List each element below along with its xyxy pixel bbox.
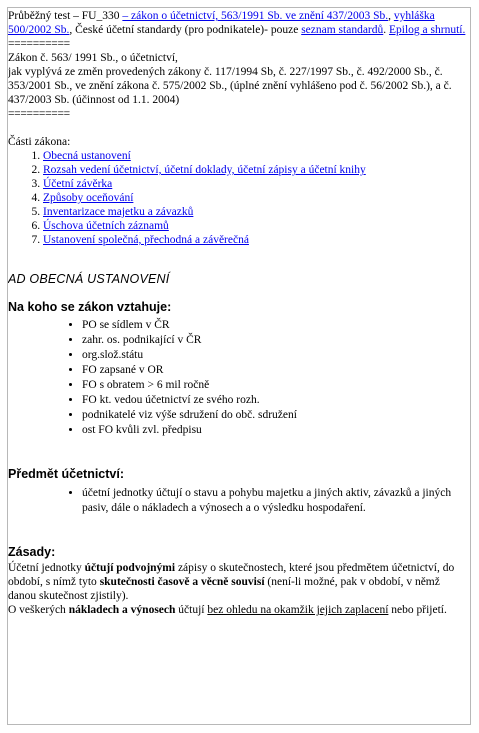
section-title: AD OBECNÁ USTANOVENÍ	[8, 272, 170, 286]
subject-heading: Předmět účetnictví:	[8, 467, 125, 481]
list-item: • zahr. os. podnikající v ČR	[82, 333, 470, 348]
list-item: • účetní jednotky účtují o stavu a pohybu majetku a jiných aktiv, závazků a jiných pasiv, dále o nákladech a výnosech a o výsledku hospodaření.	[82, 486, 470, 516]
part-link[interactable]: Účetní závěrka	[43, 178, 113, 190]
bold-phrase: skutečnosti časově a věcně souvisí	[99, 576, 265, 588]
document-body	[8, 9, 470, 617]
part-link[interactable]: Inventarizace majetku a závazků	[43, 206, 194, 218]
who-heading: Na koho se zákon vztahuje:	[8, 300, 172, 314]
document-page	[7, 7, 471, 725]
who-list	[8, 318, 470, 438]
epilogue-link[interactable]: Epilog a shrnutí.	[389, 24, 466, 36]
parts-list	[8, 149, 470, 247]
list-item: • org.slož.státu	[82, 348, 470, 363]
list-item	[43, 233, 470, 247]
list-item	[43, 191, 470, 205]
part-link[interactable]: Ustanovení společná, přechodná a závěrečná	[43, 234, 249, 246]
bold-phrase: účtují podvojnými	[84, 562, 176, 574]
list-item: • FO zapsané v OR	[82, 363, 470, 378]
list-item: • podnikatelé viz výše sdružení do obč. sdružení	[82, 408, 470, 423]
law-amendments: jak vyplývá ze změn provedených zákony č. 117/1994 Sb, č. 227/1997 Sb., č. 492/2000 Sb., č. 353/2001 Sb., ve znění zákona č. 575/2002 Sb., (úplné znění vyhlášeno pod č. 56/2002 Sb.), a č. 437/2003 Sb. (účinnost od 1.1. 2004)	[8, 66, 452, 106]
list-item	[43, 177, 470, 191]
principles-paragraph-1: Účetní jednotky účtují podvojnými zápisy o skutečnostech, které jsou předmětem účetnictví, do období, s nímž tyto skutečnosti časově a věcně souvisí (není-li možné, pak v období, v němž danou skutečnost zjistily).	[8, 562, 455, 602]
part-link[interactable]: Obecná ustanovení	[43, 150, 131, 162]
list-item	[43, 205, 470, 219]
header-prefix: Průběžný test – FU_330	[8, 10, 123, 22]
list-item	[43, 219, 470, 233]
principles-heading: Zásady:	[8, 545, 56, 559]
bold-phrase: nákladech a výnosech	[68, 604, 176, 616]
parts-heading: Části zákona:	[8, 136, 71, 148]
list-item	[43, 163, 470, 177]
law-title: Zákon č. 563/ 1991 Sb., o účetnictví,	[8, 52, 178, 64]
separator-line: ==========	[8, 108, 70, 120]
part-link[interactable]: Úschova účetních záznamů	[43, 220, 169, 232]
part-link[interactable]: Rozsah vedení účetnictví, účetní doklady, účetní zápisy a účetní knihy	[43, 164, 366, 176]
separator-line: ==========	[8, 38, 70, 50]
decree-500-link[interactable]: vyhláška 500/2002 Sb.	[8, 10, 435, 36]
standards-list-link[interactable]: seznam standardů	[301, 24, 384, 36]
list-item: • PO se sídlem v ČR	[82, 318, 470, 333]
list-item: • ost FO kvůli zvl. předpisu	[82, 423, 470, 438]
law-563-link[interactable]: – zákon o účetnictví, 563/1991 Sb. ve znění 437/2003 Sb.	[122, 10, 389, 22]
list-item	[43, 149, 470, 163]
list-item: • FO kt. vedou účetnictví ze svého rozh.	[82, 393, 470, 408]
list-item: • FO s obratem > 6 mil ročně	[82, 378, 470, 393]
principles-paragraph-2: O veškerých nákladech a výnosech účtují bez ohledu na okamžik jejich zaplacení nebo přijetí.	[8, 604, 447, 616]
subject-list	[8, 486, 470, 516]
part-link[interactable]: Způsoby oceňování	[43, 192, 134, 204]
header-paragraph: Průběžný test – FU_330 – zákon o účetnictví, 563/1991 Sb. ve znění 437/2003 Sb., vyhláška 500/2002 Sb., České účetní standardy (pro podnikatele)- pouze seznam standardů. Epilog a shrnutí.	[8, 10, 466, 36]
underlined-phrase: bez ohledu na okamžik jejich zaplacení	[207, 604, 389, 616]
